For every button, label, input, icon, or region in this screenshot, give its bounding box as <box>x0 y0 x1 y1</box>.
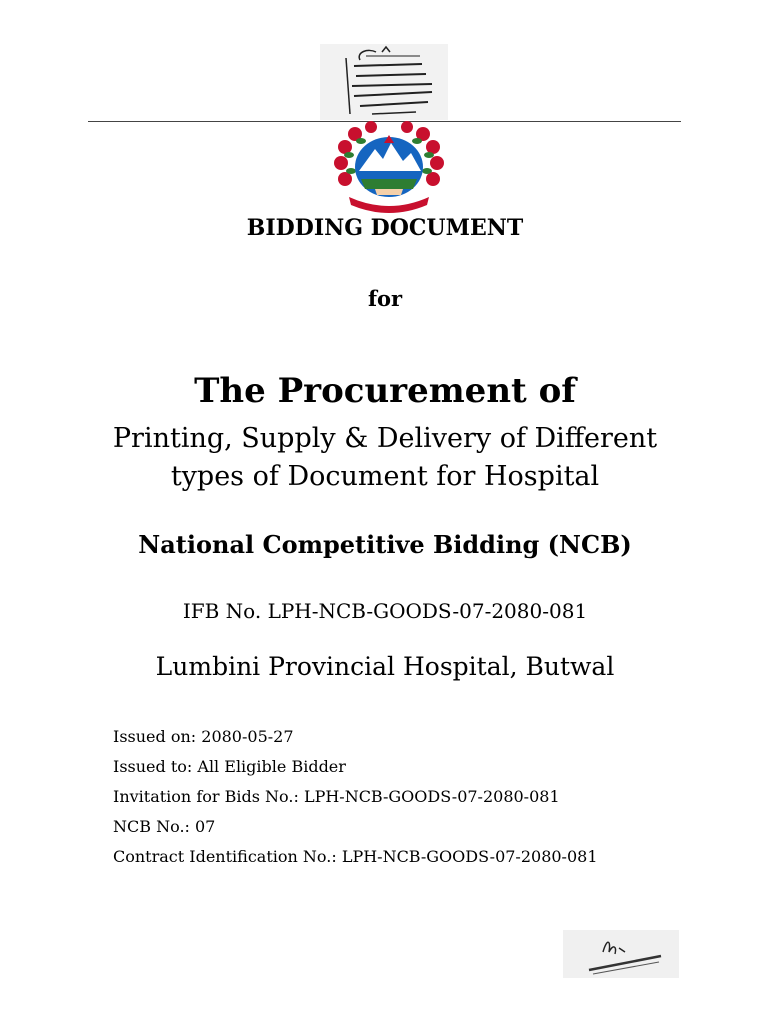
ifb-number: IFB No. LPH-NCB-GOODS-07-2080-081 <box>182 599 588 623</box>
document-type: BIDDING DOCUMENT <box>246 215 524 241</box>
invitation-for-bids-number: Invitation for Bids No.: LPH-NCB-GOODS-07-2080-081 <box>113 787 560 806</box>
office-stamp <box>320 44 448 120</box>
subject-line-2: types of Document for Hospital <box>170 461 600 492</box>
for-label: for <box>367 286 403 311</box>
issuing-hospital: Lumbini Provincial Hospital, Butwal <box>155 652 615 681</box>
contract-identification-number: Contract Identification No.: LPH-NCB-GOODS-07-2080-081 <box>113 847 598 866</box>
subject-line-1: Printing, Supply & Delivery of Different <box>112 423 658 454</box>
issued-to: Issued to: All Eligible Bidder <box>113 757 346 776</box>
nepal-emblem-icon <box>331 119 447 215</box>
document-details <box>113 723 598 873</box>
procurement-heading: The Procurement of <box>194 371 576 411</box>
procurement-subject <box>0 420 770 496</box>
ncb-number: NCB No.: 07 <box>113 817 216 836</box>
bidding-method: National Competitive Bidding (NCB) <box>138 530 632 559</box>
issued-on: Issued on: 2080-05-27 <box>113 727 294 746</box>
superintendent-signature <box>563 930 679 978</box>
